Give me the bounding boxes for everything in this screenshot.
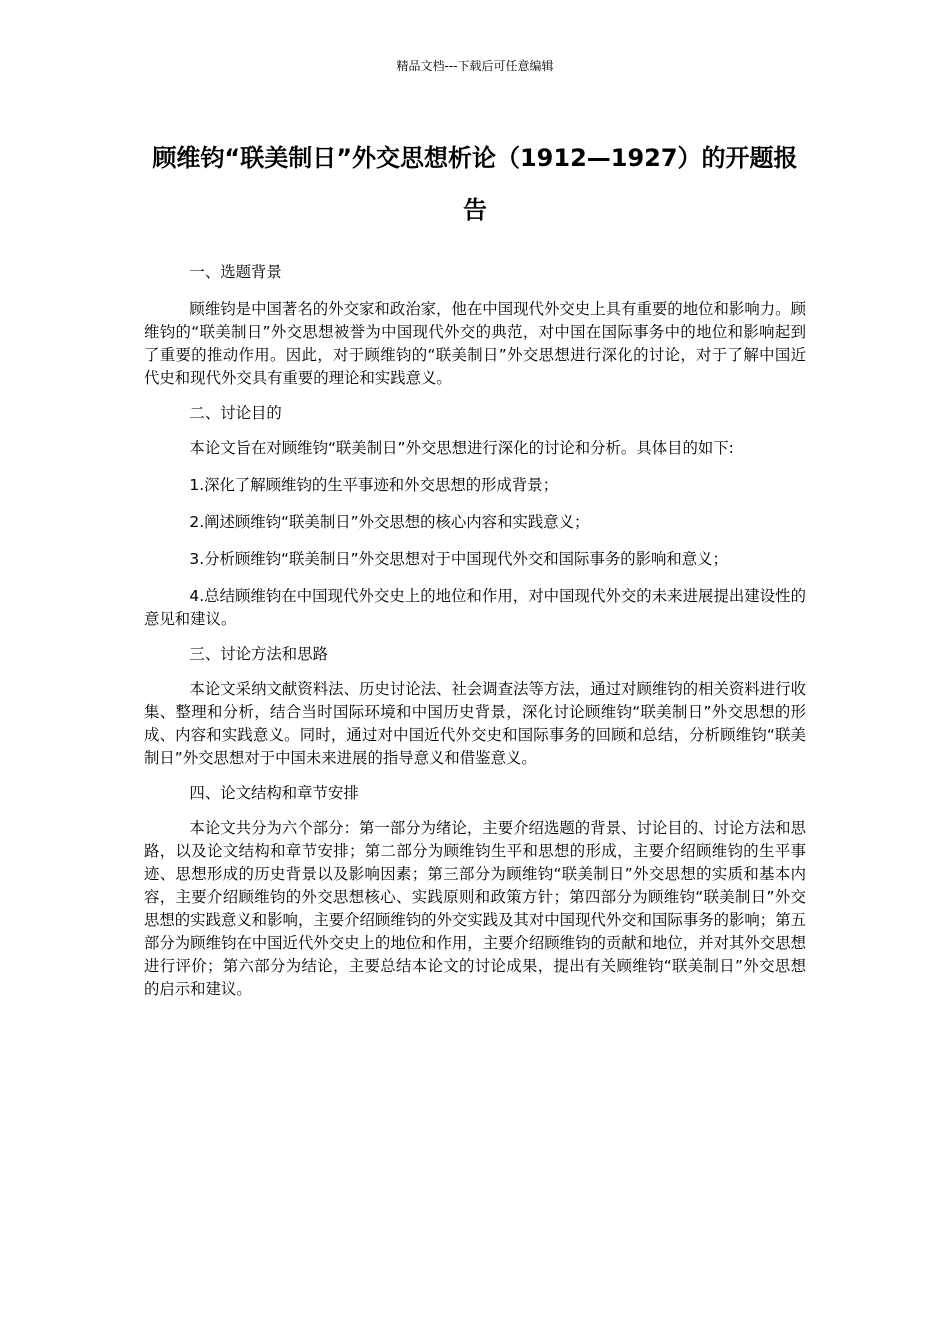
section-heading-method: 三、讨论方法和思路: [189, 645, 328, 663]
document-body: [144, 261, 806, 1001]
paragraph-purpose-intro: 本论文旨在对顾维钧“联美制日”外交思想进行深化的讨论和分析。具体目的如下:: [189, 439, 734, 457]
paragraph-background: 顾维钧是中国著名的外交家和政治家，他在中国现代外交史上具有重要的地位和影响力。顾维钧的“联美制日”外交思想被誉为中国现代外交的典范，对中国在国际事务中的地位和影响起到了重要的推动作用。因此，对于顾维钧的“联美制日”外交思想进行深化的讨论，对于了解中国近代史和现代外交具有重要的理论和实践意义。: [144, 300, 806, 387]
list-item-purpose-1: 1.深化了解顾维钧的生平事迹和外交思想的形成背景；: [189, 476, 559, 494]
list-item-purpose-2: 2.阐述顾维钧“联美制日”外交思想的核心内容和实践意义；: [189, 513, 590, 531]
paragraph-structure: 本论文共分为六个部分：第一部分为绪论，主要介绍选题的背景、讨论目的、讨论方法和思路，以及论文结构和章节安排；第二部分为顾维钧生平和思想的形成，主要介绍顾维钧的生平事迹、思想形成的历史背景以及影响因素；第三部分为顾维钧“联美制日”外交思想的实质和基本内容，主要介绍顾维钧的外交思想核心、实践原则和政策方针；第四部分为顾维钧“联美制日”外交思想的实践意义和影响，主要介绍顾维钧的外交实践及其对中国现代外交和国际事务的影响；第五部分为顾维钧在中国近代外交史上的地位和作用，主要介绍顾维钧的贡献和地位，并对其外交思想进行评价；第六部分为结论，主要总结本论文的讨论成果，提出有关顾维钧“联美制日”外交思想的启示和建议。: [144, 819, 806, 998]
document-title: 顾维钧“联美制日”外交思想析论（1912—1927）的开题报告: [152, 144, 798, 224]
header-note: 精品文档---下载后可任意编辑: [396, 59, 554, 73]
list-item-purpose-4: 4.总结顾维钧在中国现代外交史上的地位和作用，对中国现代外交的未来进展提出建设性的意见和建议。: [144, 587, 806, 628]
section-heading-background: 一、选题背景: [189, 263, 282, 281]
section-heading-purpose: 二、讨论目的: [189, 404, 282, 422]
list-item-purpose-3: 3.分析顾维钧“联美制日”外交思想对于中国现代外交和国际事务的影响和意义；: [189, 550, 728, 568]
paragraph-method: 本论文采纳文献资料法、历史讨论法、社会调查法等方法，通过对顾维钧的相关资料进行收集、整理和分析，结合当时国际环境和中国历史背景，深化讨论顾维钧“联美制日”外交思想的形成、内容和实践意义。同时，通过对中国近代外交史和国际事务的回顾和总结，分析顾维钧“联美制日”外交思想对于中国未来进展的指导意义和借鉴意义。: [144, 680, 806, 767]
section-heading-structure: 四、论文结构和章节安排: [189, 784, 359, 802]
